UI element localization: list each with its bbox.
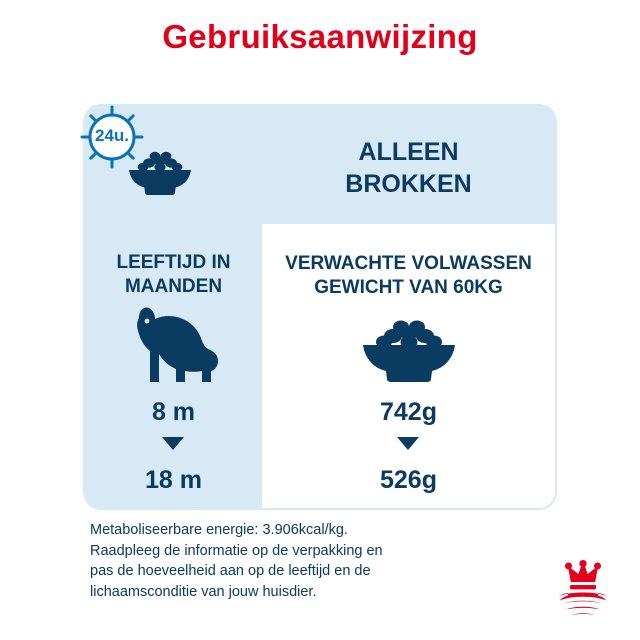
age-value-top: 8 m (151, 398, 196, 426)
footer-line-4: lichaamsconditie van jouw huisdier. (90, 583, 317, 600)
dog-bowl-icon (347, 311, 471, 383)
dog-silhouette-icon (125, 304, 223, 386)
alleen-brokken-line1: ALLEEN (358, 138, 459, 166)
alleen-brokken-line2: BROKKEN (345, 170, 472, 198)
arrow-down-icon-right (397, 437, 419, 450)
footer-line-1: Metaboliseerbare energie: 3.906kcal/kg. (90, 522, 348, 538)
amount-value-bottom: 526g (380, 466, 437, 494)
footer-line-2: Raadpleeg de informatie op de verpakking en (90, 542, 383, 559)
dog-bowl-icon-badge (119, 148, 201, 196)
leeftijd-heading (85, 251, 262, 299)
amount-value-top: 742g (380, 398, 437, 426)
verwachte-gewicht-heading (262, 252, 555, 300)
clock-24h-label: 24u. (94, 126, 130, 145)
arrow-down-icon-left (162, 437, 184, 450)
alleen-brokken-heading (262, 136, 555, 200)
verwachte-line1: VERWACHTE VOLWASSEN (285, 253, 532, 274)
verwachte-line2: GEWICHT VAN 60KG (314, 276, 503, 298)
footer-line-3: pas de hoeveelheid aan op de leeftijd en de (90, 563, 371, 580)
age-value-bottom: 18 m (145, 466, 202, 494)
page-title: Gebruiksaanwijzing (162, 18, 478, 55)
footer-note (90, 520, 510, 602)
leeftijd-line1: LEEFTIJD IN (116, 252, 231, 273)
leeftijd-line2: MAANDEN (124, 275, 223, 297)
royal-canin-crown-logo (540, 554, 626, 626)
